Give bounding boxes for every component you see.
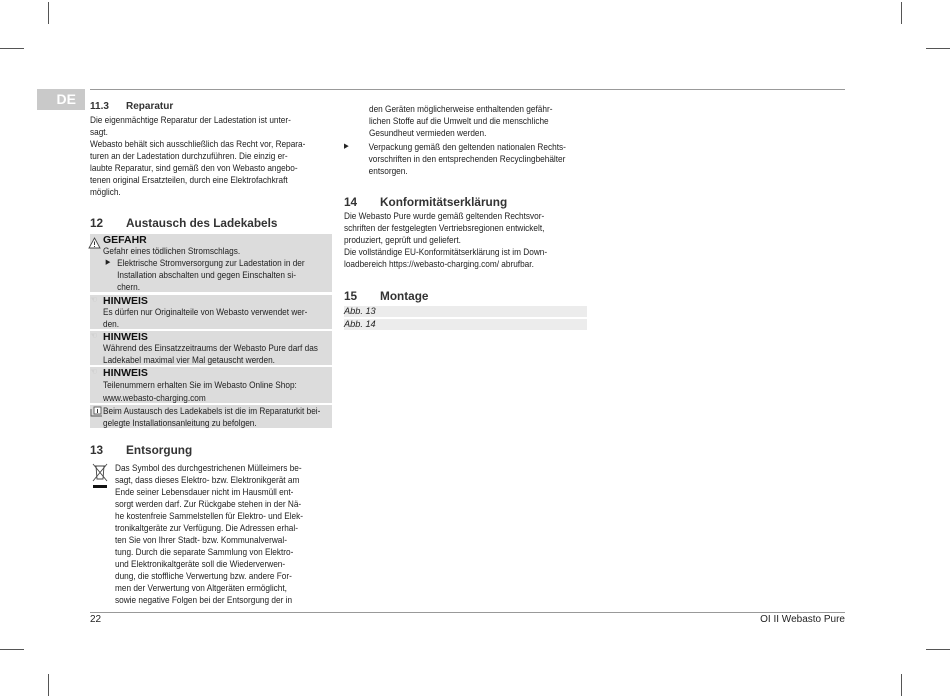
text-line: sowie negative Folgen bei der Entsorgung der in xyxy=(115,594,293,605)
text-line: Die Webasto Pure wurde gemäß geltenden Rechtsvor- xyxy=(344,210,545,221)
note-text xyxy=(103,342,318,366)
text-line: Das Symbol des durchgestrichenen Mülleimers be- xyxy=(115,462,302,473)
text-line: men der Verwertung von Altgeräten ermöglicht, xyxy=(115,582,287,593)
section-number: 13 xyxy=(90,443,104,457)
section-heading-12 xyxy=(90,216,277,230)
note-box xyxy=(90,295,332,329)
text-line: produziert, geprüft und geliefert. xyxy=(344,234,461,245)
note-box xyxy=(90,331,332,365)
text-line: schriften der festgelegten Vertriebsregionen entwickelt, xyxy=(344,222,545,233)
section-number: 14 xyxy=(344,195,358,209)
paragraph-13 xyxy=(115,462,303,606)
text-line: loadbereich https://webasto-charging.com/ abrufbar. xyxy=(344,258,534,269)
paragraph-14 xyxy=(344,210,547,270)
text-line: tronikaltgeräte zur Verfügung. Die Adressen erhal- xyxy=(115,522,298,533)
text-line: ten Sie von Ihrer Stadt- bzw. Kommunalverwal- xyxy=(115,534,287,545)
figure-caption: Abb. 13 xyxy=(344,306,587,317)
text-line: und Elektronikaltgeräte soll die Wiederverwen- xyxy=(115,558,286,569)
crop-mark xyxy=(901,674,902,696)
text-line: dung, die stoffliche Verwertung bzw. andere For- xyxy=(115,570,292,581)
section-number: 15 xyxy=(344,289,358,303)
crop-mark xyxy=(926,649,950,650)
text-line: Die eigenmächtige Reparatur der Ladestation ist unter- xyxy=(90,114,291,125)
section-heading-11-3 xyxy=(90,101,173,112)
text-line: den Geräten möglicherweise enthaltenden gefähr- xyxy=(369,103,553,114)
text-line: Ende seiner Lebensdauer nicht im Hausmüll ent- xyxy=(115,486,294,497)
paragraph-13-continued xyxy=(369,103,552,139)
text-line: Webasto behält sich ausschließlich das Recht vor, Repara- xyxy=(90,138,306,149)
section-title: Konformitätserklärung xyxy=(380,195,508,209)
info-box xyxy=(90,405,332,428)
text-line: möglich. xyxy=(90,186,121,197)
crop-mark xyxy=(48,2,49,24)
note-title: HINWEIS xyxy=(103,331,148,343)
section-heading-15 xyxy=(344,289,429,303)
text-line: Installation abschalten und gegen Einschalten si- xyxy=(117,269,296,280)
danger-bullet xyxy=(103,257,316,293)
packaging-bullet xyxy=(344,141,950,177)
text-line: Es dürfen nur Originalteile von Webasto verwendet wer- xyxy=(103,306,308,317)
text-line: Elektrische Stromversorgung zur Ladestation in der xyxy=(117,257,305,268)
text-line: Die vollständige EU-Konformitätserklärung ist im Down- xyxy=(344,246,548,257)
text-line: Verpackung gemäß den geltenden nationalen Rechts- xyxy=(368,141,566,152)
text-line: Während des Einsatzzeitraums der Webasto Pure darf das xyxy=(103,342,318,353)
section-number: 12 xyxy=(90,216,104,230)
text-line: lichen Stoffe auf die Umwelt und die menschliche xyxy=(369,115,549,126)
header-rule xyxy=(90,89,845,90)
pointing-hand-icon: ☜ xyxy=(90,331,98,340)
pointing-hand-icon: ☜ xyxy=(90,367,98,376)
section-title: Austausch des Ladekabels xyxy=(126,216,278,230)
bullet-arrow-icon: ▶ xyxy=(105,259,111,266)
info-text xyxy=(103,405,320,429)
paragraph-11-3 xyxy=(90,114,305,198)
danger-text: Gefahr eines tödlichen Stromschlags. xyxy=(103,245,241,256)
section-number: 11.3 xyxy=(90,101,109,112)
crossed-out-bin-icon xyxy=(92,462,108,490)
crop-mark xyxy=(0,649,24,650)
note-title: HINWEIS xyxy=(103,295,148,307)
warning-triangle-icon xyxy=(88,237,101,249)
text-line: tenen original Ersatzteilen, durch eine Elektrofachkraft xyxy=(90,174,288,185)
text-line: sagt. xyxy=(90,126,108,137)
danger-box xyxy=(90,234,332,292)
section-title: Montage xyxy=(380,289,429,303)
text-line: turen an der Ladestation durchzuführen. Die einzig er- xyxy=(90,150,288,161)
language-tab: DE xyxy=(37,89,85,110)
note-text xyxy=(103,378,297,404)
figure-caption: Abb. 14 xyxy=(344,319,587,330)
note-text xyxy=(103,306,307,330)
crop-mark xyxy=(926,48,950,49)
crop-mark xyxy=(901,2,902,24)
section-title: Reparatur xyxy=(126,101,174,112)
text-line: den. xyxy=(103,318,120,329)
note-title: HINWEIS xyxy=(103,367,148,379)
bullet-arrow-icon: ▶ xyxy=(344,143,349,150)
text-line: sagt, dass dieses Elektro- bzw. Elektronikgerät am xyxy=(115,474,300,485)
danger-bullet-text xyxy=(117,257,316,293)
packaging-bullet-text xyxy=(369,141,950,177)
text-line: chern. xyxy=(117,281,141,292)
text-line: entsorgen. xyxy=(368,165,408,176)
footer-rule xyxy=(90,612,845,613)
text-line: Beim Austausch des Ladekabels ist die im Reparaturkit bei- xyxy=(103,405,321,416)
text-line: www.webasto-charging.com xyxy=(103,392,206,403)
text-line: Gesundheut vermieden werden. xyxy=(369,127,487,138)
danger-title: GEFAHR xyxy=(103,234,147,246)
text-line: Teilenummern erhalten Sie im Webasto Online Shop: xyxy=(103,379,297,390)
crop-mark xyxy=(48,674,49,696)
section-title: Entsorgung xyxy=(126,443,193,457)
book-info-icon xyxy=(90,406,103,417)
pointing-hand-icon: ☜ xyxy=(90,295,98,304)
section-heading-14 xyxy=(344,195,507,209)
text-line: gelegte Installationsanleitung zu befolgen. xyxy=(103,417,257,428)
text-line: laubte Reparatur, sind gemäß den von Webasto angebo- xyxy=(90,162,298,173)
page-number: 22 xyxy=(90,614,102,625)
text-line: Ladekabel maximal vier Mal getauscht werden. xyxy=(103,354,275,365)
section-heading-13 xyxy=(90,443,192,457)
text-line: vorschriften in den entsprechenden Recyclingbehälter xyxy=(368,153,566,164)
text-line: sorgt werden darf. Zur Rückgabe stehen in der Nä- xyxy=(115,498,302,509)
crop-mark xyxy=(0,48,24,49)
text-line: he kostenfreie Sammelstellen für Elektro- und Elek- xyxy=(115,510,304,521)
note-box xyxy=(90,367,332,403)
document-title: OI II Webasto Pure xyxy=(760,614,845,625)
text-line: tung. Durch die separate Sammlung von Elektro- xyxy=(115,546,294,557)
